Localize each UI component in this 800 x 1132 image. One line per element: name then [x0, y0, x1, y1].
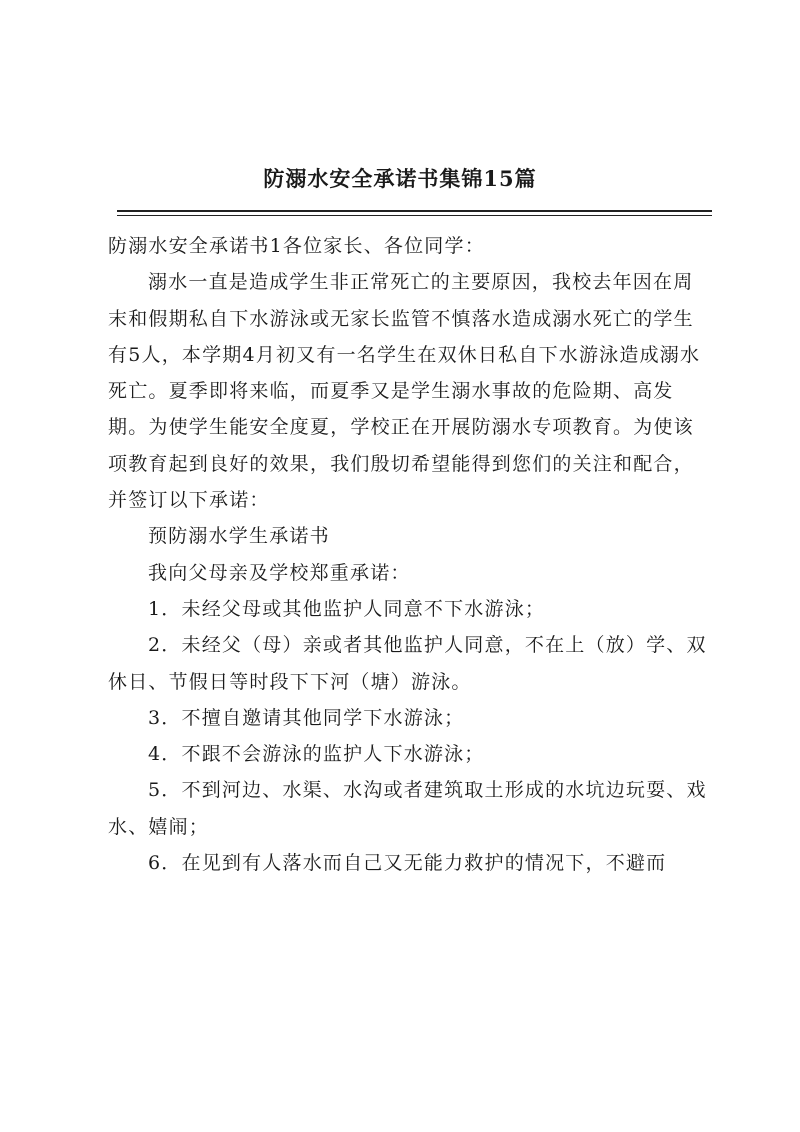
title-divider-thick [117, 210, 712, 212]
document-title: 防溺水安全承诺书集锦15篇 [263, 166, 537, 191]
pledge-item-3: 3．不擅自邀请其他同学下水游泳； [148, 706, 465, 729]
pledge-item-1: 1．未经父母或其他监护人同意不下水游泳； [148, 597, 546, 620]
title-divider-thin [117, 215, 712, 216]
pledge-item-4: 4．不跟不会游泳的监护人下水游泳； [148, 743, 485, 766]
intro-paragraph: 溺水一直是造成学生非正常死亡的主要原因，我校去年因在周末和假期私自下水游泳或无家长监管不慎落水造成溺水死亡的学生有5人，本学期4月初又有一名学生在双休日私自下水游泳造成溺水死亡。夏季即将来临，而夏季又是学生溺水事故的危险期、高发期。为使学生能安全度夏，学校正在开展防溺水专项教育。为使该项教育起到良好的效果，我们殷切希望能得到您们的关注和配合，并签订以下承诺： [108, 271, 701, 512]
pledge-statement: 我向父母亲及学校郑重承诺： [148, 561, 411, 584]
salutation: 防溺水安全承诺书1各位家长、各位同学： [108, 235, 485, 257]
pledge-item-5: 5．不到河边、水渠、水沟或者建筑取土形成的水坑边玩耍、戏水、嬉闹； [108, 779, 707, 838]
pledge-item-6: 6．在见到有人落水而自己又无能力救护的情况下，不避而 [148, 852, 667, 875]
document-body [108, 228, 708, 881]
pledge-item-2: 2．未经父（母）亲或者其他监护人同意，不在上（放）学、双休日、节假日等时段下下河（塘）游泳。 [108, 634, 707, 693]
pledge-heading: 预防溺水学生承诺书 [148, 525, 330, 548]
